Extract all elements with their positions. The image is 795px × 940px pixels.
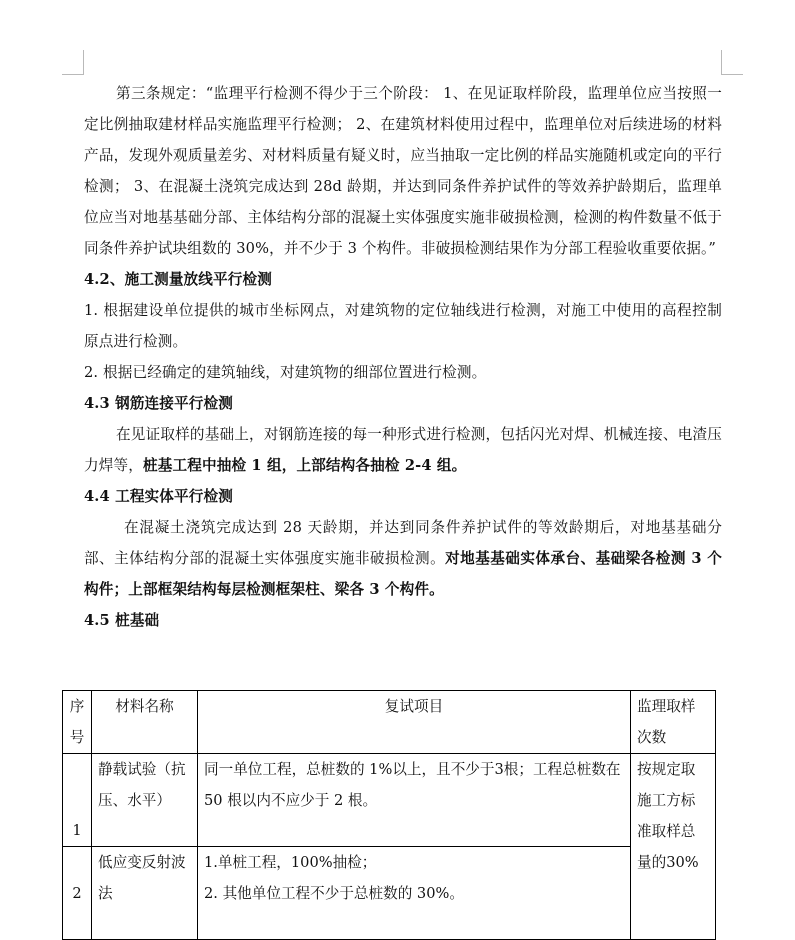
header-cell-sampling: 监理取样次数 — [631, 691, 716, 754]
margin-corner-mark — [62, 74, 84, 75]
test-items-cell: 同一单位工程，总桩数的 1%以上，且不少于3根；工程总桩数在 50 根以内不应少于 2 根。 — [198, 754, 631, 847]
table-row — [63, 847, 716, 940]
text-span: 2、在建筑材料使用过程中，监理单位对后续进场的材料产品，发现外观质量差劣、对材料质量有疑义时，应当抽取一定比例的样品实施随机或定向的平行检测； — [84, 116, 723, 195]
heading-4-2: 4.2、施工测量放线平行检测 — [84, 271, 273, 288]
heading-4-4: 4.4 工程实体平行检测 — [84, 488, 234, 505]
margin-corner-mark — [721, 74, 743, 75]
paragraph-4-2-item-1: 1. 根据建设单位提供的城市坐标网点，对建筑物的定位轴线进行检测，对施工中使用的高程控制原点进行检测。 — [84, 302, 722, 350]
paragraph-4-3 — [84, 419, 722, 481]
paragraph-4-2-item-2: 2. 根据已经确定的建筑轴线，对建筑物的细部位置进行检测。 — [84, 364, 487, 381]
text-span: 在混凝土浇筑完成达到 28 天龄期，并达到同条件养护试件的等效龄期后，对地基基础分部、主体结构分部的混凝土实体强度实施非破损检测。 — [84, 519, 722, 567]
document-body — [84, 78, 722, 636]
header-cell-no: 序号 — [63, 691, 92, 754]
text-span: 1、在见证取样阶段，监理单位应当按照一定比例抽取建材样品实施监理平行检测； — [84, 85, 722, 133]
header-cell-items: 复试项目 — [198, 691, 631, 754]
table-header-row — [63, 691, 716, 754]
bold-text-span: 对地基基础实体承台、基础梁各检测 3 个构件；上部框架结构每层检测框架柱、梁各 3 个构件。 — [84, 550, 722, 598]
row-number: 1 — [63, 754, 92, 847]
test-items-cell — [198, 847, 631, 940]
paragraph-article-3 — [84, 78, 722, 264]
paragraph-4-4 — [84, 512, 722, 605]
test-item-line: 1.单桩工程，100%抽检； — [204, 854, 377, 871]
margin-corner-mark — [721, 50, 722, 75]
material-cell: 低应变反射波法 — [92, 847, 198, 940]
text-span: 3、在混凝土浇筑完成达到 28d 龄期，并达到同条件养护试件的等效养护龄期后，监理单位应当对地基基础分部、主体结构分部的混凝土实体强度实施非破损检测，检测的构件数量不低于同条件养护试块组数的 30%，并不少于 3 个构件。非破损检测结果作为分部工程验收重要依据。” — [84, 178, 722, 257]
sampling-cell: 按规定取施工方标准取样总量的30% — [631, 754, 716, 940]
row-number: 2 — [63, 847, 92, 940]
text-span: 在见证取样的基础上，对钢筋连接的每一种形式进行检测，包括闪光对焊、机械连接、电渣压力焊等， — [84, 426, 722, 474]
heading-4-3: 4.3 钢筋连接平行检测 — [84, 395, 234, 412]
table-row — [63, 754, 716, 847]
pile-foundation-table — [62, 690, 716, 940]
test-item-line: 2. 其他单位工程不少于总桩数的 30%。 — [204, 885, 464, 902]
heading-4-5: 4.5 桩基础 — [84, 612, 160, 629]
margin-corner-mark — [83, 50, 84, 75]
text-span: 第三条规定：“监理平行检测不得少于三个阶段： — [116, 85, 439, 102]
material-cell: 静载试验（抗压、水平） — [92, 754, 198, 847]
bold-text-span: 桩基工程中抽检 1 组，上部结构各抽检 2-4 组。 — [142, 457, 467, 474]
header-cell-material: 材料名称 — [92, 691, 198, 754]
